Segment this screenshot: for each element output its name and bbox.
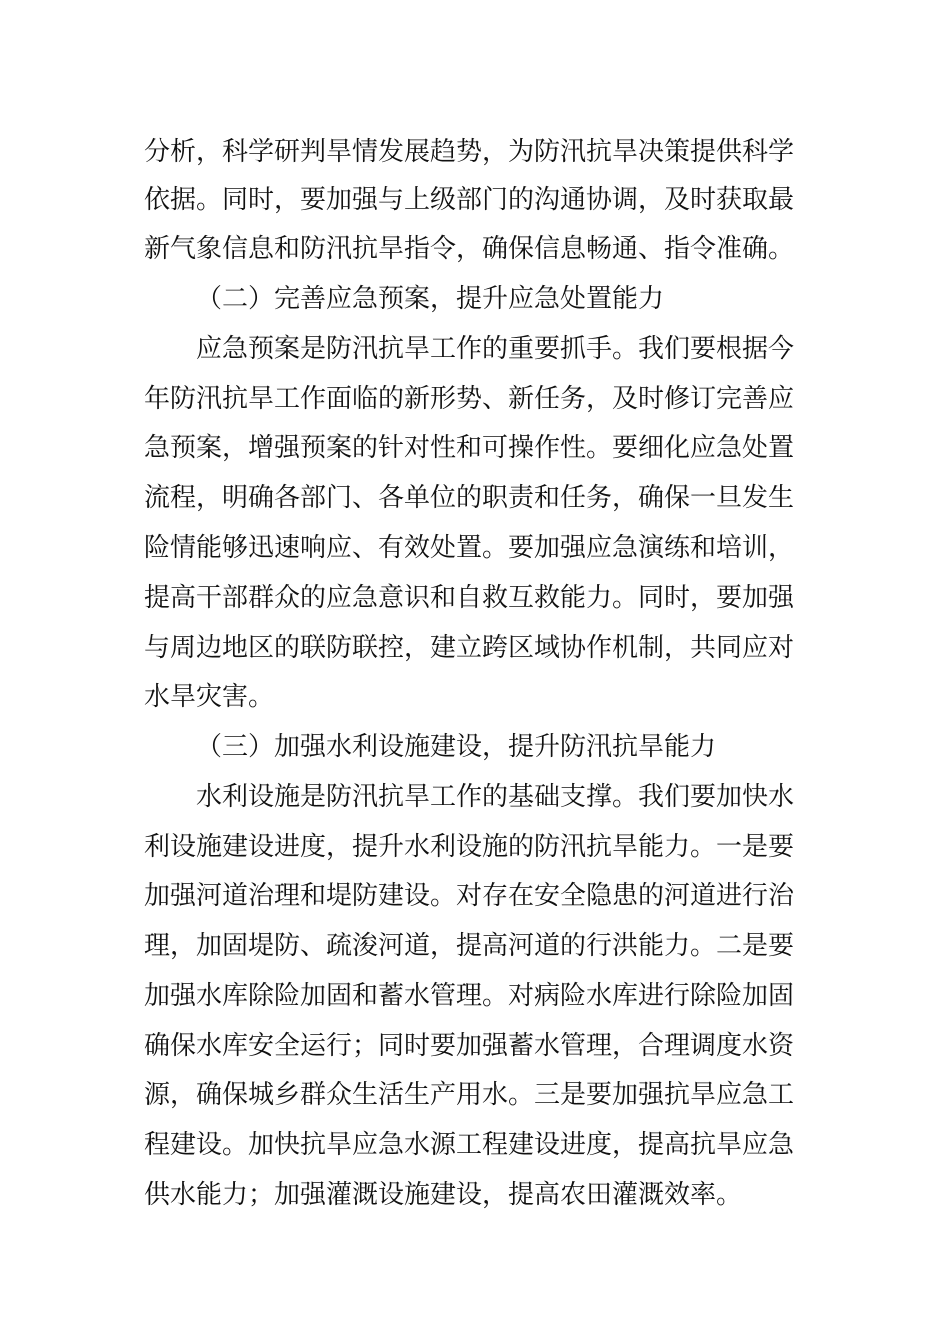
body-text-line: 加强水库除险加固和蓄水管理。对病险水库进行除险加固 xyxy=(144,981,795,1011)
body-text-line: 分析，科学研判旱情发展趋势，为防汛抗旱决策提供科学 xyxy=(144,137,795,167)
body-text-line: 理，加固堤防、疏浚河道，提高河道的行洪能力。二是要 xyxy=(144,931,795,961)
body-text-line: 急预案，增强预案的针对性和可操作性。要细化应急处置 xyxy=(144,433,795,463)
body-text-line: 水旱灾害。 xyxy=(144,682,275,712)
section-heading: （二）完善应急预案，提升应急处置能力 xyxy=(196,284,665,314)
body-text-line: 程建设。加快抗旱应急水源工程建设进度，提高抗旱应急 xyxy=(144,1130,795,1160)
body-text-line: 源，确保城乡群众生活生产用水。三是要加强抗旱应急工 xyxy=(144,1080,795,1110)
body-text-line: 提高干部群众的应急意识和自救互救能力。同时，要加强 xyxy=(144,583,795,613)
body-text-line: 年防汛抗旱工作面临的新形势、新任务，及时修订完善应 xyxy=(144,384,795,414)
body-text-line: 供水能力；加强灌溉设施建设，提高农田灌溉效率。 xyxy=(144,1180,743,1210)
body-text-line: 加强河道治理和堤防建设。对存在安全隐患的河道进行治 xyxy=(144,881,795,911)
body-text-line: 新气象信息和防汛抗旱指令，确保信息畅通、指令准确。 xyxy=(144,234,795,264)
body-text-line: 流程，明确各部门、各单位的职责和任务，确保一旦发生 xyxy=(144,483,795,513)
body-text-line: 利设施建设进度，提升水利设施的防汛抗旱能力。一是要 xyxy=(144,832,795,862)
body-text-line: 与周边地区的联防联控，建立跨区域协作机制，共同应对 xyxy=(144,633,795,663)
paragraph-first-line: 应急预案是防汛抗旱工作的重要抓手。我们要根据今 xyxy=(196,334,795,364)
body-text-line: 依据。同时，要加强与上级部门的沟通协调，及时获取最 xyxy=(144,185,795,215)
paragraph-first-line: 水利设施是防汛抗旱工作的基础支撑。我们要加快水 xyxy=(196,782,795,812)
section-heading: （三）加强水利设施建设，提升防汛抗旱能力 xyxy=(196,732,717,762)
body-text-line: 确保水库安全运行；同时要加强蓄水管理，合理调度水资 xyxy=(144,1031,795,1061)
body-text-line: 险情能够迅速响应、有效处置。要加强应急演练和培训， xyxy=(144,533,795,563)
